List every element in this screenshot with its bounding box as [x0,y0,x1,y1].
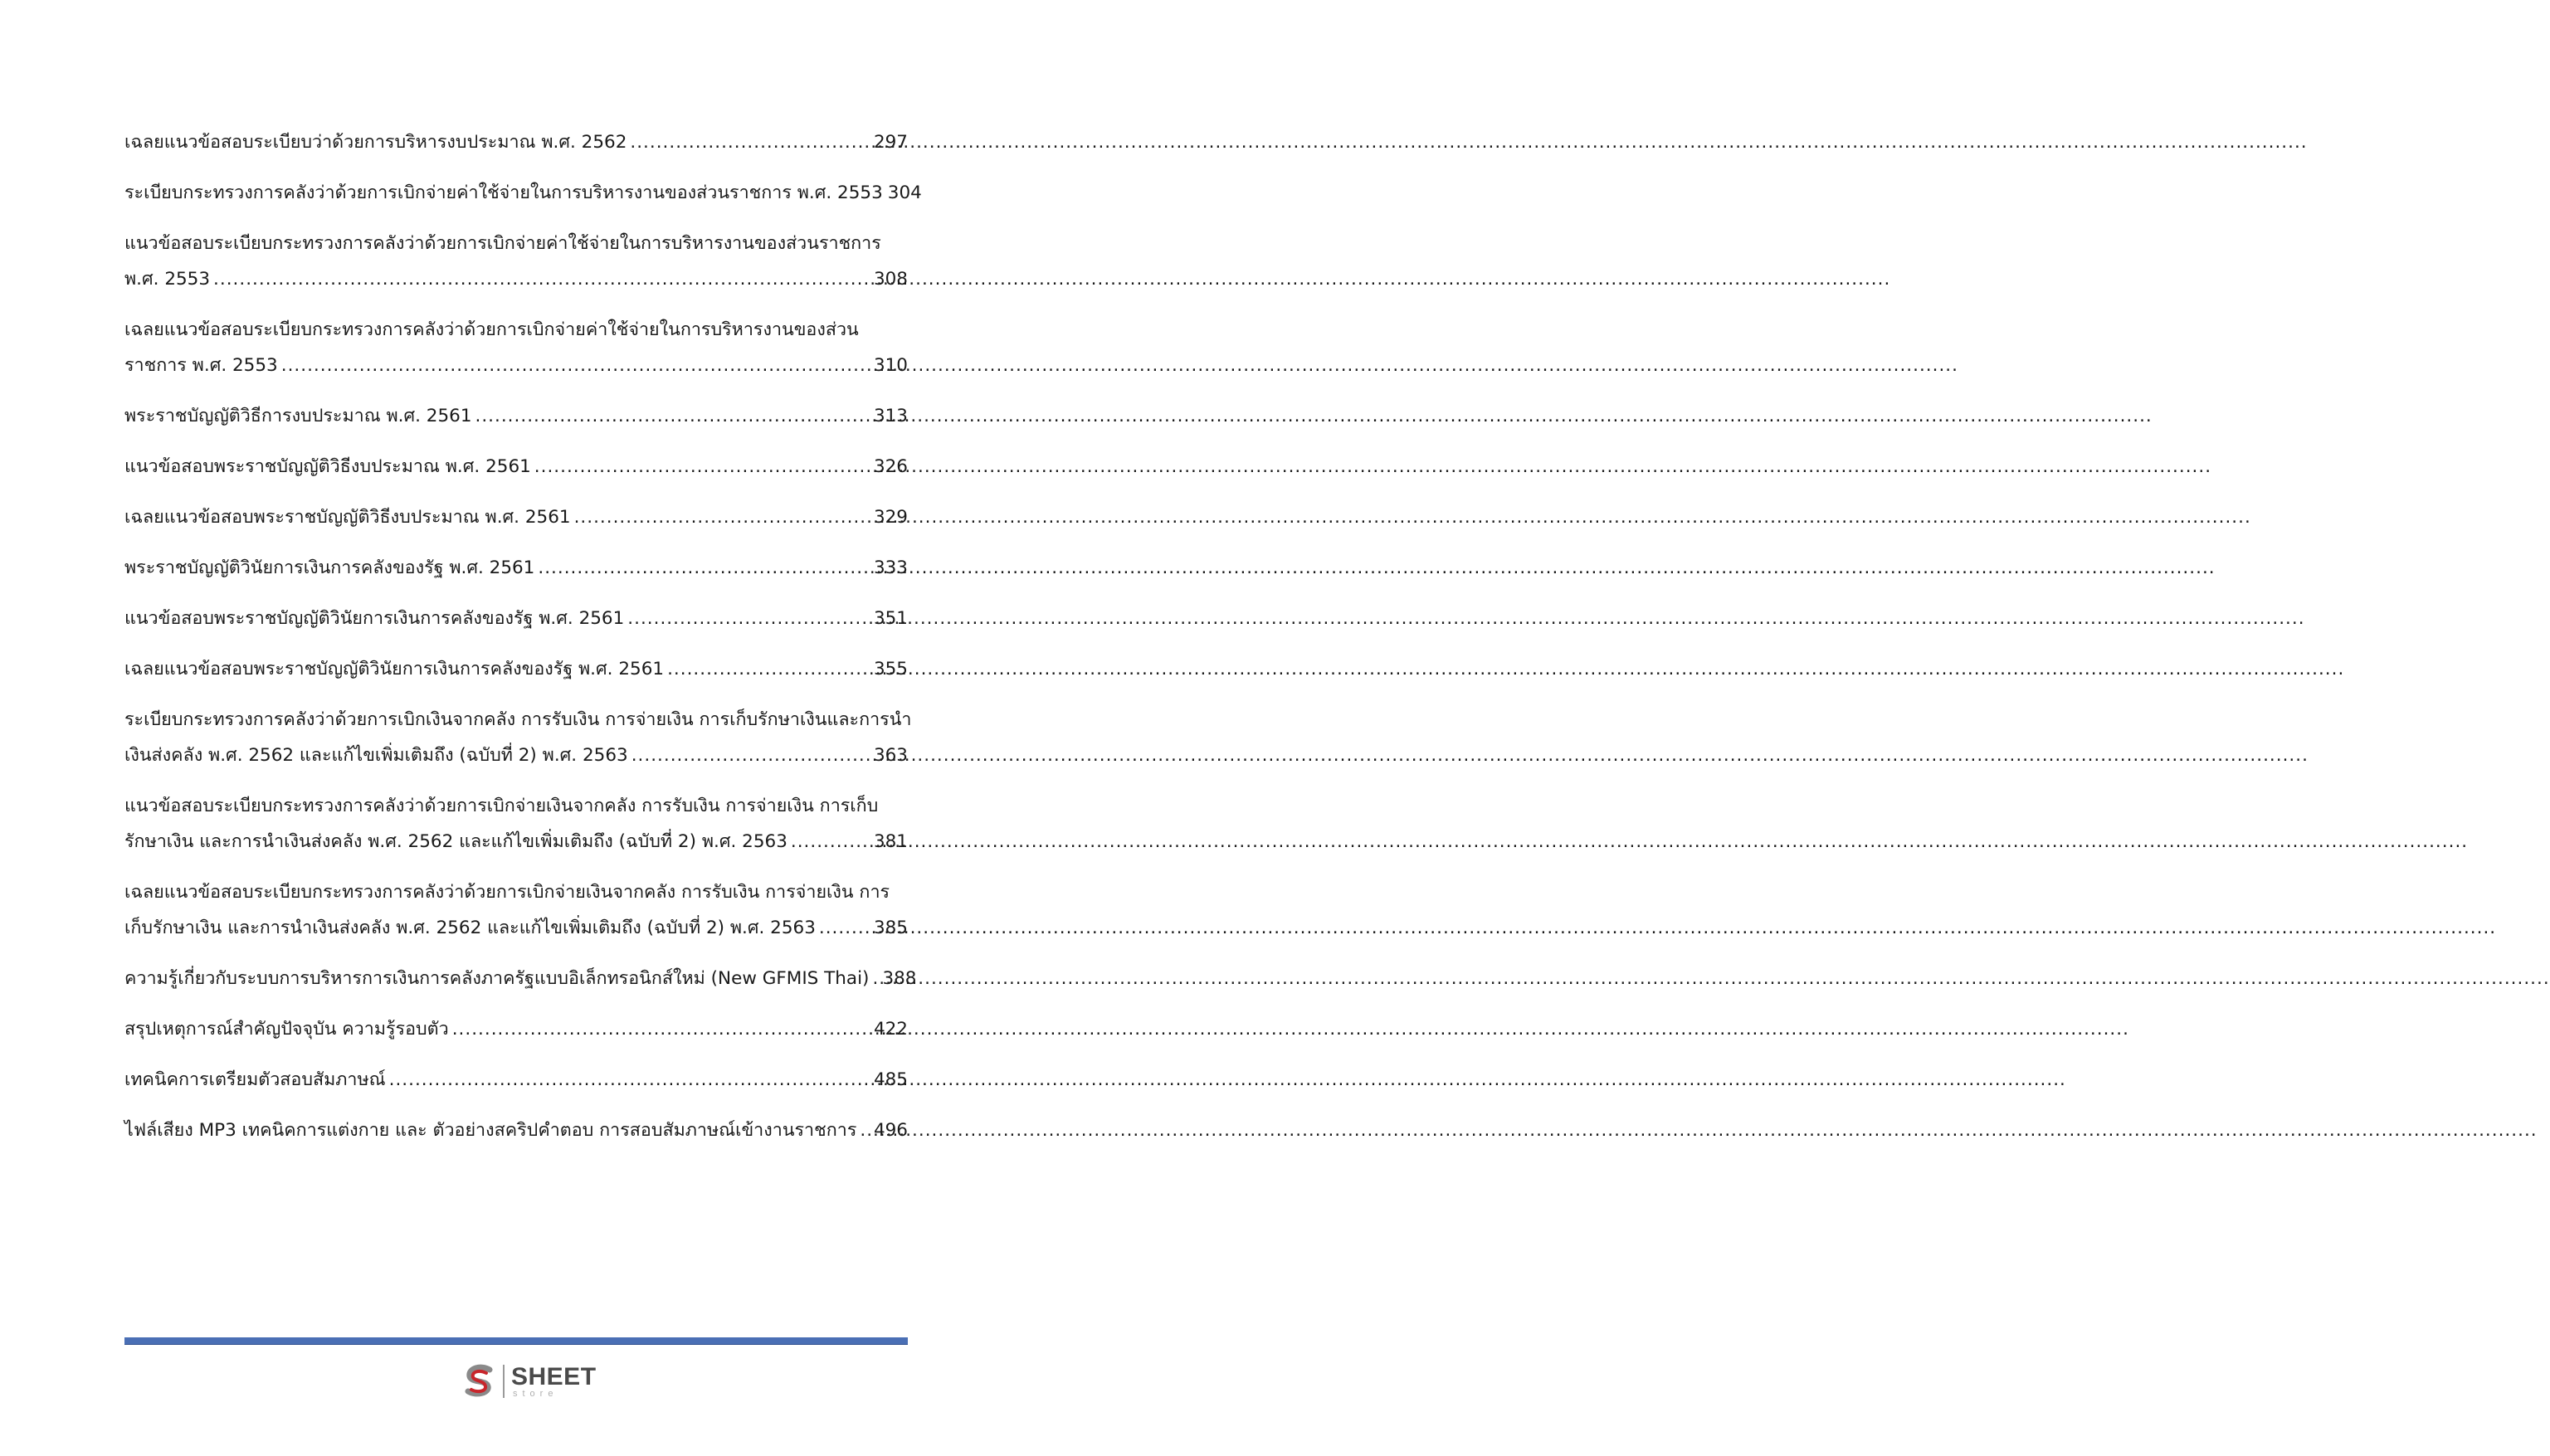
logo-subtitle: store [513,1388,558,1399]
toc-page-number: 388 [882,968,917,989]
toc-entry-title: เก็บรักษาเงิน และการนำเงินส่งคลัง พ.ศ. 2562 และแก้ไขเพิ่มเติมถึง (ฉบับที่ 2) พ.ศ. 2563 [124,918,816,938]
toc-page-number: 308 [873,269,908,290]
toc-dot-leader [872,961,879,996]
toc-entry-title: ราชการ พ.ศ. 2553 [124,355,278,376]
logo-word: SHEET [511,1362,597,1390]
toc-page-number: 326 [873,456,908,477]
toc-entry-title: แนวข้อสอบพระราชบัญญัติวินัยการเงินการคลังของรัฐ พ.ศ. 2561 [124,608,625,629]
toc-dot-leader [627,601,870,636]
toc-page-number: 355 [873,659,908,679]
toc-entry [124,961,917,996]
toc-entry [124,874,908,946]
toc-entry [124,499,908,535]
toc-entry-title: ความรู้เกี่ยวกับระบบการบริหารการเงินการคลังภาครัฐแบบอิเล็กทรอนิกส์ใหม่ (New GFMIS Thai) [124,968,870,989]
toc-page-number: 351 [873,608,908,629]
toc-entry [124,226,908,297]
toc-entry-title: พระราชบัญญัติวินัยการเงินการคลังของรัฐ พ.ศ. 2561 [124,558,535,578]
toc-entry [124,601,908,636]
toc-page-number: 385 [873,918,908,938]
toc-page-number: 422 [873,1019,908,1040]
toc-entry [124,1062,908,1098]
toc-dot-leader [667,651,870,687]
table-of-contents [124,124,922,1163]
toc-entry-title-line: ระเบียบกระทรวงการคลังว่าด้วยการเบิกเงินจากคลัง การรับเงิน การจ่ายเงิน การเก็บรักษาเงินและการนำ [124,709,912,730]
toc-entry-title: พ.ศ. 2553 [124,269,211,290]
toc-entry [124,550,908,586]
toc-page-number: 313 [873,406,908,426]
toc-dot-leader [631,738,870,773]
toc-dot-leader [574,499,870,535]
toc-entry-title-line: เฉลยแนวข้อสอบระเบียบกระทรวงการคลังว่าด้วยการเบิกจ่ายเงินจากคลัง การรับเงิน การจ่ายเงิน การ [124,882,890,903]
logo-separator [503,1365,505,1398]
toc-dot-leader [630,124,870,160]
toc-entry-title: เฉลยแนวข้อสอบระเบียบว่าด้วยการบริหารงบประมาณ พ.ศ. 2562 [124,132,627,153]
toc-entry [124,124,908,160]
toc-page-number: 496 [873,1120,908,1141]
toc-entry [124,1011,908,1047]
toc-entry [124,702,912,773]
toc-page-number: 310 [873,355,908,376]
toc-entry [124,312,908,383]
toc-dot-leader [538,550,870,586]
toc-entry-title: สรุปเหตุการณ์สำคัญปัจจุบัน ความรู้รอบตัว [124,1019,449,1040]
toc-page-number: 304 [887,183,922,203]
toc-entry [124,1113,908,1148]
toc-dot-leader [860,1113,870,1148]
toc-dot-leader [534,449,870,485]
toc-page-number: 485 [873,1069,908,1090]
toc-entry [124,175,922,211]
sheet-store-logo [461,1361,597,1402]
toc-page-number: 297 [873,132,908,153]
toc-page-number: 381 [873,831,908,852]
toc-entry-title-line: แนวข้อสอบระเบียบกระทรวงการคลังว่าด้วยการเบิกจ่ายเงินจากคลัง การรับเงิน การจ่ายเงิน การเก็บ [124,796,879,816]
toc-entry-title: ระเบียบกระทรวงการคลังว่าด้วยการเบิกจ่ายค่าใช้จ่ายในการบริหารงานของส่วนราชการ พ.ศ. 2553 [124,183,883,203]
toc-entry-title: เงินส่งคลัง พ.ศ. 2562 และแก้ไขเพิ่มเติมถึง (ฉบับที่ 2) พ.ศ. 2563 [124,745,628,766]
toc-entry-title-line: เฉลยแนวข้อสอบระเบียบกระทรวงการคลังว่าด้วยการเบิกจ่ายค่าใช้จ่ายในการบริหารงานของส่วน [124,319,859,340]
toc-dot-leader [791,824,870,859]
toc-entry [124,651,908,687]
toc-page-number: 363 [873,745,908,766]
toc-dot-leader [281,348,870,383]
toc-entry-title: แนวข้อสอบพระราชบัญญัติวิธีงบประมาณ พ.ศ. 2561 [124,456,531,477]
toc-dot-leader [475,398,870,434]
toc-entry-title: รักษาเงิน และการนำเงินส่งคลัง พ.ศ. 2562 และแก้ไขเพิ่มเติมถึง (ฉบับที่ 2) พ.ศ. 2563 [124,831,787,852]
toc-entry [124,788,908,859]
toc-entry-title: ไฟล์เสียง MP3 เทคนิคการแต่งกาย และ ตัวอย่างสคริปคำตอบ การสอบสัมภาษณ์เข้างานราชการ [124,1120,857,1141]
toc-dot-leader [389,1062,870,1098]
toc-page-number: 329 [873,507,908,528]
toc-page-number: 333 [873,558,908,578]
toc-dot-leader [213,261,870,297]
toc-entry [124,449,908,485]
toc-entry-title: เฉลยแนวข้อสอบพระราชบัญญัติวินัยการเงินการคลังของรัฐ พ.ศ. 2561 [124,659,665,679]
footer-rule [124,1337,908,1345]
sheet-store-logo-icon [461,1363,498,1400]
toc-entry [124,398,908,434]
toc-dot-leader [819,910,870,946]
toc-dot-leader [452,1011,870,1047]
toc-entry-title: เทคนิคการเตรียมตัวสอบสัมภาษณ์ [124,1069,386,1090]
toc-entry-title: เฉลยแนวข้อสอบพระราชบัญญัติวิธีงบประมาณ พ.ศ. 2561 [124,507,571,528]
toc-entry-title: พระราชบัญญัติวิธีการงบประมาณ พ.ศ. 2561 [124,406,472,426]
toc-entry-title-line: แนวข้อสอบระเบียบกระทรวงการคลังว่าด้วยการเบิกจ่ายค่าใช้จ่ายในการบริหารงานของส่วนราชการ [124,233,881,254]
